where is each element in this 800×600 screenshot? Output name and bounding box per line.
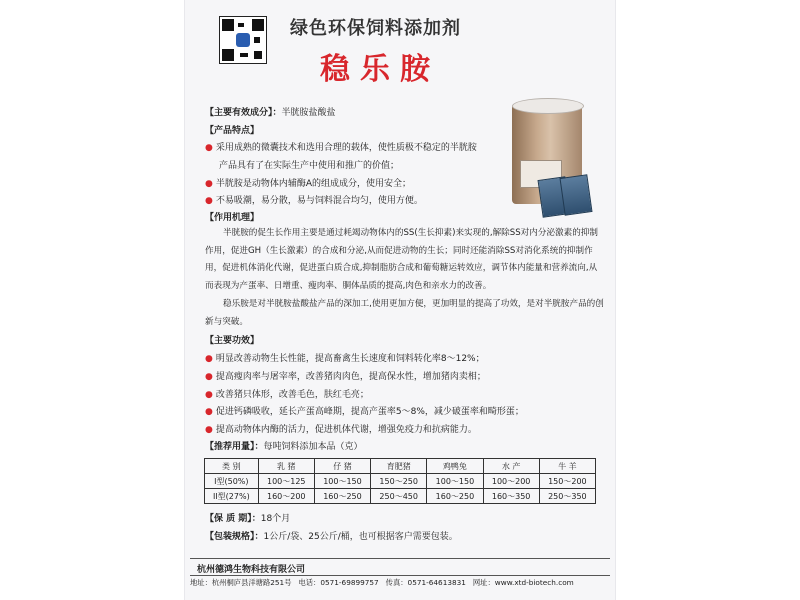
bullet-icon: ● [205, 143, 213, 153]
footer-divider [190, 558, 610, 559]
effect-item: ● 提高动物体内酶的活力，促进机体代谢，增强免疫力和抗病能力。 [205, 425, 477, 435]
dosage-table [204, 458, 596, 504]
table-cell: 160～250 [314, 489, 370, 504]
website: 网址：www.xtd-biotech.com [472, 578, 574, 587]
effect-item: ● 促进钙磷吸收，延长产蛋高峰期，提高产蛋率5～8%，减少破蛋率和畸形蛋； [205, 407, 524, 417]
table-cell: 250～450 [371, 489, 427, 504]
package-bag-icon [559, 174, 592, 216]
features-heading: 【产品特点】 [205, 126, 260, 136]
ingredient-label: 【主要有效成分】： [205, 108, 282, 118]
bullet-icon: ● [205, 196, 213, 206]
bullet-icon: ● [205, 354, 213, 364]
mechanism-heading: 【作用机理】 [205, 213, 260, 223]
effect-item: ● 明显改善动物生长性能，提高畜禽生长速度和饲料转化率8～12%； [205, 354, 485, 364]
bullet-icon: ● [205, 390, 213, 400]
column-header: 类 别 [205, 459, 259, 474]
dosage-unit: 每吨饲料添加本品（克） [263, 442, 363, 452]
feature-item: ● 不易吸潮，易分散，易与饲料混合均匀，使用方便。 [205, 196, 423, 206]
bullet-icon: ● [205, 179, 213, 189]
table-cell: 100～150 [314, 474, 370, 489]
table-row [205, 474, 596, 489]
ingredient-row [205, 107, 336, 119]
column-header: 乳 猪 [258, 459, 314, 474]
footer-divider [190, 575, 610, 576]
shelf-life-label: 【保 质 期】： [205, 514, 261, 524]
table-cell: 250～350 [539, 489, 595, 504]
product-title: 稳乐胺 [320, 52, 440, 87]
table-cell: 150～250 [371, 474, 427, 489]
qr-code [219, 16, 267, 64]
address: 地址：杭州桐庐县洋塘路251号 [190, 578, 292, 587]
product-subtitle: 绿色环保饲料添加剂 [290, 18, 461, 39]
fax: 传真：0571-64613831 [385, 578, 466, 587]
table-cell: 160～250 [427, 489, 483, 504]
contact-info [190, 578, 574, 588]
phone: 电话：0571-69899757 [298, 578, 379, 587]
effects-heading: 【主要功效】 [205, 336, 260, 346]
dosage-row [205, 441, 363, 453]
column-header: 仔 猪 [314, 459, 370, 474]
company-name: 杭州德鸿生物科技有限公司 [197, 565, 306, 575]
shelf-life-value: 18个月 [260, 514, 291, 524]
table-cell: 160～350 [483, 489, 539, 504]
ingredient-value: 半胱胺盐酸盐 [281, 108, 336, 118]
bullet-icon: ● [205, 372, 213, 382]
table-cell: 100～125 [258, 474, 314, 489]
table-cell: I型(50%) [205, 474, 259, 489]
effect-item: ● 提高瘦肉率与屠宰率，改善猪肉肉色，提高保水性，增加猪肉卖相； [205, 372, 486, 382]
feature-item-continued: 产品具有了在实际生产中使用和推广的价值； [219, 161, 400, 171]
shelf-life-row [205, 513, 290, 525]
table-cell: 150～200 [539, 474, 595, 489]
table-cell: II型(27%) [205, 489, 259, 504]
mechanism-paragraph-2: 稳乐胺是对半胱胺盐酸盐产品的深加工,使用更加方便，更加明显的提高了功效，是对半胱胺产品的创新与突破。 [205, 299, 604, 327]
column-header: 牛 羊 [539, 459, 595, 474]
bullet-icon: ● [205, 407, 213, 417]
table-cell: 100～200 [483, 474, 539, 489]
packaging-row [205, 531, 458, 543]
drum-lid-icon [512, 98, 584, 114]
column-header: 水 产 [483, 459, 539, 474]
table-cell: 100～150 [427, 474, 483, 489]
packaging-value: 1公斤/袋、25公斤/桶，也可根据客户需要包装。 [263, 532, 458, 542]
bullet-icon: ● [205, 425, 213, 435]
column-header: 鸡鸭兔 [427, 459, 483, 474]
packaging-label: 【包装规格】： [205, 532, 264, 542]
column-header: 育肥猪 [371, 459, 427, 474]
effect-item: ● 改善猪只体形，改善毛色，肤红毛亮； [205, 390, 369, 400]
table-header-row [205, 459, 596, 474]
dosage-label: 【推荐用量】： [205, 442, 264, 452]
table-cell: 160～200 [258, 489, 314, 504]
table-row [205, 489, 596, 504]
mechanism-paragraph: 半胱胺的促生长作用主要是通过耗竭动物体内的SS(生长抑素)来实现的,解除SS对内分泌激素的抑制作用，促进GH（生长激素）的合成和分泌,从而促进动物的生长；同时还能消除SS对消化系统的抑制作用，促进机体消化代谢，促进蛋白质合成,抑制脂肪合成和葡萄糖运转效应，调节体内能量和营养流向,从而表现为产蛋率、日增重、瘦肉率、胴体品质的提高,肉色和亲水力的改善。 [205, 228, 599, 291]
feature-item: ● 半胱胺是动物体内辅酶A的组成成分，使用安全； [205, 179, 412, 189]
feature-item: ● 采用成熟的微囊技术和选用合理的载体，使性质极不稳定的半胱胺 [205, 143, 477, 153]
